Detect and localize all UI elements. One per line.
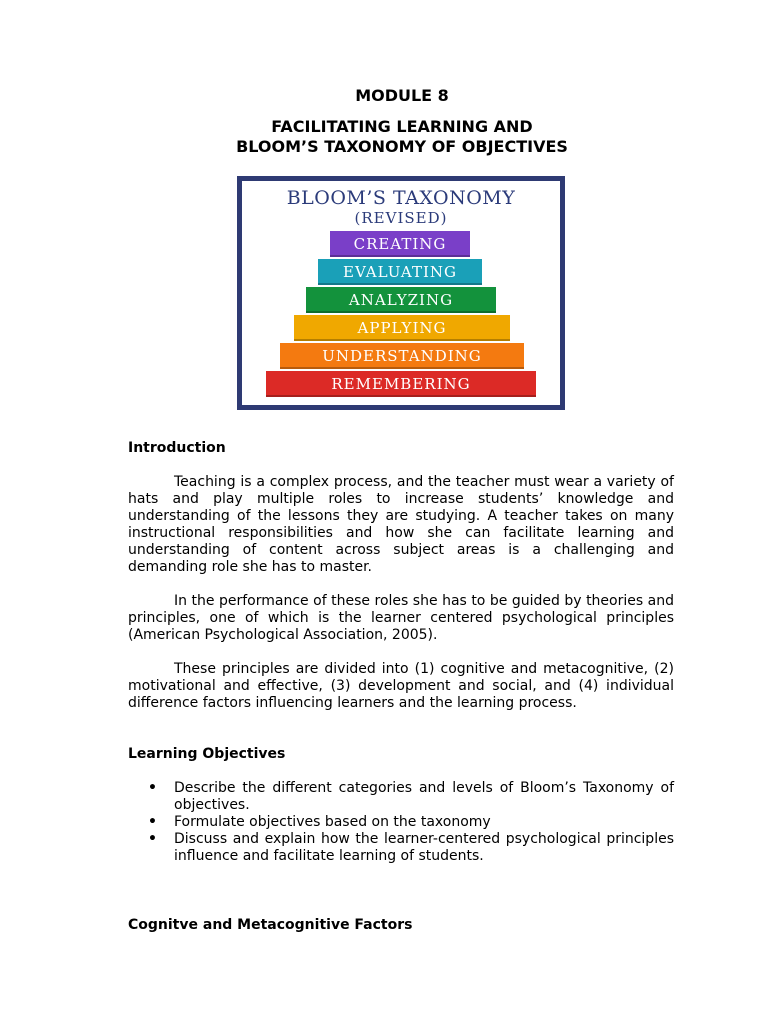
page-title-line-1: FACILITATING LEARNING AND <box>271 117 533 136</box>
objective-text: Formulate objectives based on the taxonomy <box>174 814 491 830</box>
introduction-heading: Introduction <box>128 440 226 456</box>
introduction-paragraph-1: Teaching is a complex process, and the teacher must wear a variety of hats and play multiple roles to increase students’ knowledge and understanding of the lessons they are studying. A teacher takes on many instructional responsibilities and how she can facilitate learning and understanding of content across subject areas is a challenging and demanding role she has to master. <box>128 474 674 575</box>
list-item <box>128 831 674 865</box>
learning-objectives-list <box>128 780 674 865</box>
bullet-icon: • <box>148 814 157 830</box>
objective-text: Discuss and explain how the learner-centered psychological principles influence and facilitate learning of students. <box>174 831 674 864</box>
page-title-line-2: BLOOM’S TAXONOMY OF OBJECTIVES <box>236 137 568 156</box>
learning-objectives-heading: Learning Objectives <box>128 746 286 762</box>
list-item <box>128 780 674 814</box>
bullet-icon: • <box>148 831 157 847</box>
bloom-figure-title: BLOOM’S TAXONOMY <box>286 187 516 209</box>
list-item <box>128 814 674 831</box>
module-number: MODULE 8 <box>355 86 449 105</box>
bullet-icon: • <box>148 780 157 796</box>
objective-text: Describe the different categories and levels of Bloom’s Taxonomy of objectives. <box>174 780 674 813</box>
level-remembering: REMEMBERING <box>266 371 536 397</box>
cognitive-factors-heading: Cognitve and Metacognitive Factors <box>128 917 413 933</box>
level-creating: CREATING <box>330 231 470 257</box>
introduction-paragraph-2: In the performance of these roles she has to be guided by theories and principles, one of which is the learner centered psychological principles (American Psychological Association, 2005). <box>128 593 674 643</box>
level-analyzing: ANALYZING <box>306 287 496 313</box>
level-understanding: UNDERSTANDING <box>280 343 524 369</box>
level-applying: APPLYING <box>294 315 510 341</box>
level-evaluating: EVALUATING <box>318 259 482 285</box>
bloom-figure-subtitle: (REVISED) <box>354 209 448 227</box>
introduction-paragraph-3: These principles are divided into (1) cognitive and metacognitive, (2) motivational and effective, (3) development and social, and (4) individual difference factors influencing learners and the learning process. <box>128 661 674 711</box>
page-title <box>0 117 768 157</box>
blooms-taxonomy-figure <box>237 176 565 410</box>
